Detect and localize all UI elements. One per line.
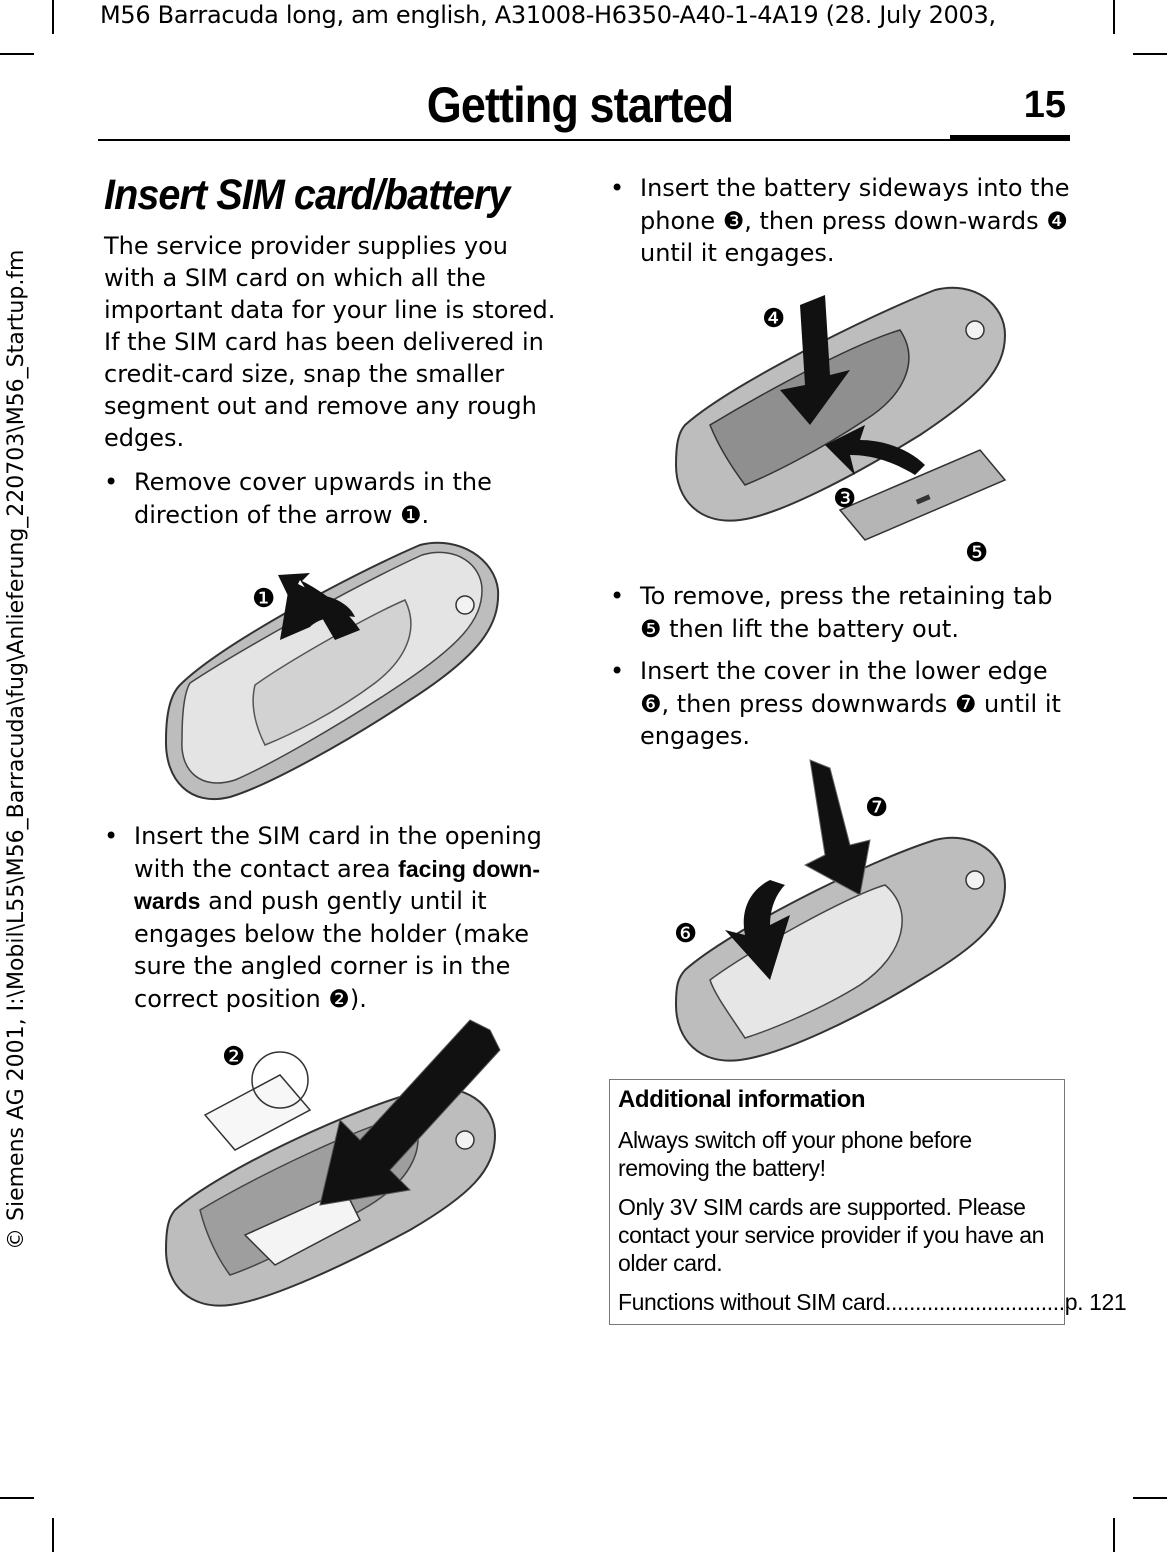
crop-mark — [1133, 1497, 1167, 1499]
page-number: 15 — [1023, 84, 1066, 126]
bullet-dot: • — [104, 468, 119, 496]
callout-4: ❹ — [762, 304, 786, 334]
callout-2: ❷ — [222, 1042, 246, 1072]
step-text: Remove cover upwards in the direction of the arrow ❶. — [134, 468, 492, 529]
intro-paragraph: The service provider supplies you with a SIM card on which all the important data for your line is stored. If the SIM card has been delivered in credit-card size, snap the smaller segment out and remove any rough edges. — [104, 232, 556, 452]
step-insert-sim — [104, 820, 584, 1015]
callout-5: ❺ — [965, 538, 989, 568]
page-number-rule — [950, 135, 1070, 141]
phone-insert-sim-illustration — [160, 1020, 510, 1310]
title-rule — [98, 139, 1070, 141]
bullet-dot: • — [610, 657, 625, 685]
step-insert-cover — [610, 655, 1080, 753]
step-remove-cover — [104, 466, 574, 531]
crop-mark — [1113, 0, 1115, 34]
step-text: Insert the cover in the lower edge ❻, then press downwards ❼ until it engages. — [640, 657, 1061, 750]
step-text: Insert the battery sideways into the phone ❸, then press down-wards ❹ until it engages. — [640, 174, 1070, 267]
bullet-dot: • — [610, 174, 625, 202]
crop-mark — [52, 0, 54, 34]
info-paragraph-sim: Only 3V SIM cards are supported. Please contact your service provider if you have an older card. — [618, 1194, 1045, 1276]
ref-label: Functions without SIM card — [618, 1289, 885, 1315]
step-text: To remove, press the retaining tab ❺ then lift the battery out. — [640, 582, 1053, 643]
info-box-title: Additional information — [618, 1086, 866, 1113]
document-file-header: M56 Barracuda long, am english, A31008-H6350-A40-1-4A19 (28. July 2003, — [100, 1, 996, 29]
camera-dot — [456, 1131, 474, 1149]
page-title: Getting started — [426, 77, 734, 133]
phone-remove-cover-illustration — [160, 535, 510, 810]
crop-mark — [0, 53, 34, 55]
bullet-dot: • — [610, 582, 625, 610]
camera-dot — [966, 871, 984, 889]
callout-1: ❶ — [252, 584, 276, 614]
step-text-post: and push gently until it engages below the holder (make sure the angled corner is in the correct position ❷). — [134, 887, 529, 1013]
step-text-bold: facing down-wards — [134, 855, 540, 914]
crop-mark — [1133, 53, 1167, 55]
camera-dot — [456, 596, 474, 614]
step-insert-battery — [610, 172, 1080, 270]
ref-page: p. 121 — [1064, 1289, 1127, 1315]
copyright-side-text — [2, 160, 42, 1250]
crop-mark — [52, 1518, 54, 1552]
copyright-path: © Siemens AG 2001, I:\Mobil\L55\M56_Barracuda\fug\Anlieferung_220703\M56_Startup.fm — [4, 249, 29, 1250]
phone-insert-cover-illustration — [670, 760, 1020, 1065]
step-remove-battery — [610, 580, 1080, 645]
info-paragraph-battery: Always switch off your phone before removing the battery! — [618, 1127, 972, 1181]
phone-insert-battery-illustration — [670, 275, 1020, 575]
camera-dot — [966, 321, 984, 339]
ref-dots: .............................. — [885, 1289, 1065, 1315]
callout-3: ❸ — [833, 484, 857, 514]
crop-mark — [1113, 1518, 1115, 1552]
callout-6: ❻ — [674, 919, 698, 949]
press-down-arrow — [805, 760, 870, 895]
callout-7: ❼ — [865, 793, 889, 823]
crop-mark — [0, 1497, 34, 1499]
cross-reference[interactable] — [618, 1288, 1127, 1316]
bullet-dot: • — [104, 822, 119, 850]
additional-info-box — [609, 1079, 1127, 1325]
section-heading: Insert SIM card/battery — [104, 171, 510, 219]
step-text-pre: Insert the SIM card in the opening with the contact area — [134, 822, 542, 883]
